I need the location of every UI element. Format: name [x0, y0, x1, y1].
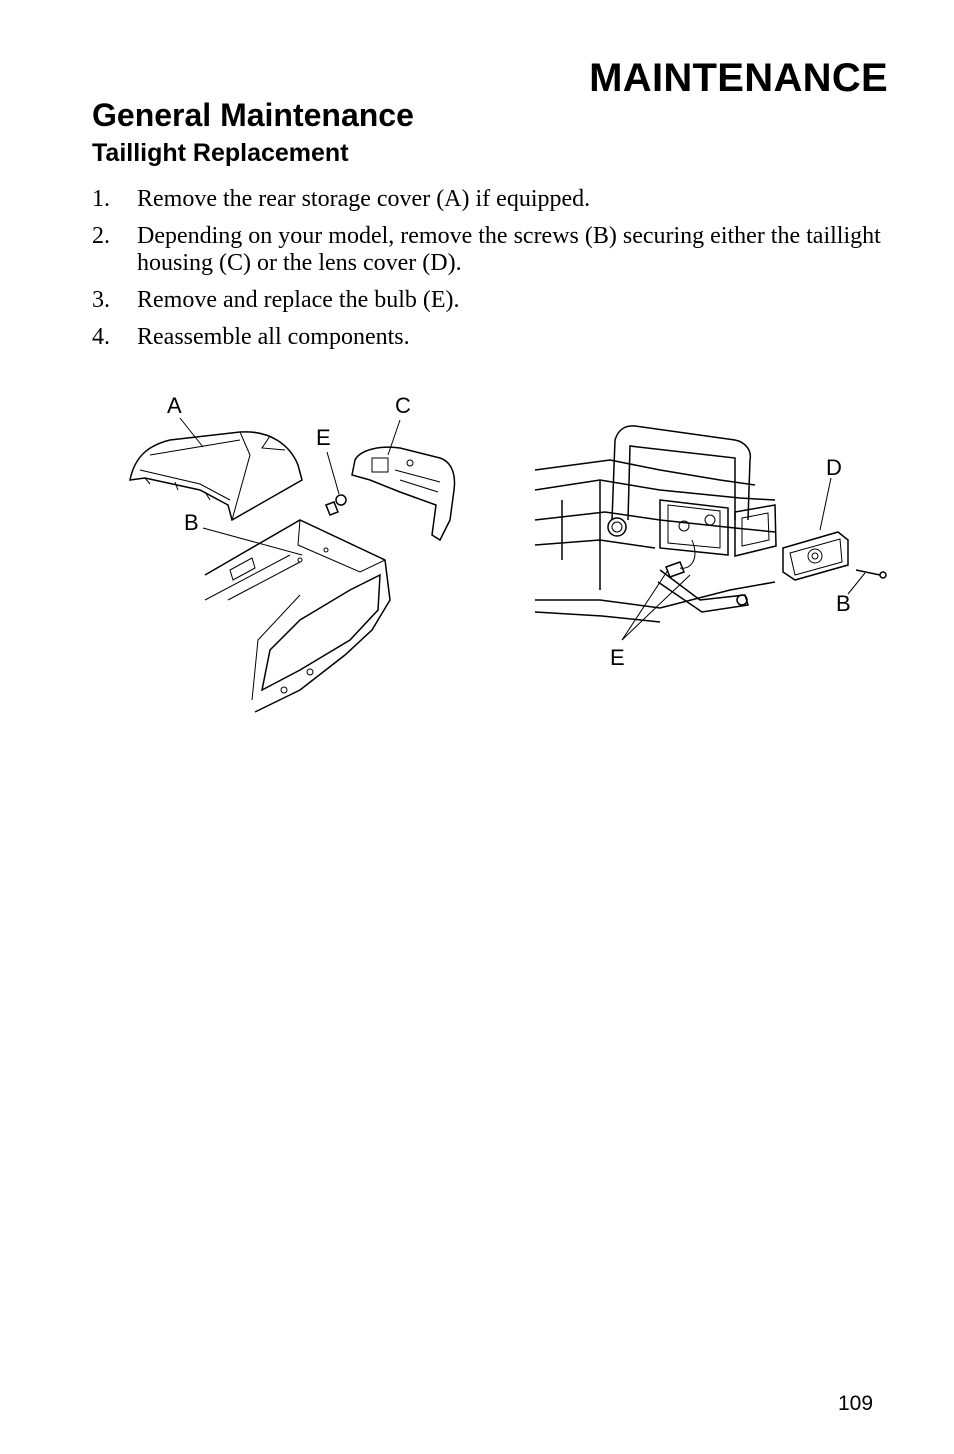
topic-title: Taillight Replacement: [92, 139, 349, 167]
callout-e: E: [316, 425, 331, 450]
step-number: 1.: [92, 186, 110, 212]
lens-cover-drawing: [783, 532, 848, 580]
step-text: Depending on your model, remove the screws (B) securing either the taillight housing (C) or the lens cover (D).: [137, 223, 881, 276]
leader-line-e2b: [622, 575, 690, 640]
leader-line-c: [388, 420, 400, 455]
right-figure: [535, 426, 886, 670]
page-number: 109: [838, 1392, 874, 1415]
callout-b-right: B: [836, 591, 851, 616]
leader-line-e2a: [622, 570, 668, 640]
subsection-title: General Maintenance: [92, 97, 414, 133]
leader-line-e: [327, 452, 339, 494]
left-figure: [130, 393, 454, 712]
screw-drawing: [856, 570, 886, 578]
section-title: MAINTENANCE: [589, 56, 888, 100]
callout-d: D: [826, 455, 842, 480]
taillight-housing-drawing: [352, 447, 454, 540]
callout-a: A: [167, 393, 182, 418]
step-number: 4.: [92, 324, 110, 350]
bulb-drawing: [326, 495, 346, 515]
rear-body-drawing: [205, 520, 390, 712]
callout-e-right: E: [610, 645, 625, 670]
callout-c: C: [395, 393, 411, 418]
step-text: Remove the rear storage cover (A) if equipped.: [137, 186, 591, 212]
leader-line-b: [203, 528, 302, 555]
step-number: 3.: [92, 287, 110, 313]
step-text: Remove and replace the bulb (E).: [137, 287, 460, 313]
storage-cover-drawing: [130, 432, 302, 520]
rear-rack-drawing: [535, 426, 776, 622]
leader-line-a: [180, 418, 203, 447]
callout-b: B: [184, 510, 199, 535]
step-number: 2.: [92, 223, 110, 249]
leader-line-d: [820, 478, 831, 530]
step-text: Reassemble all components.: [137, 324, 410, 350]
